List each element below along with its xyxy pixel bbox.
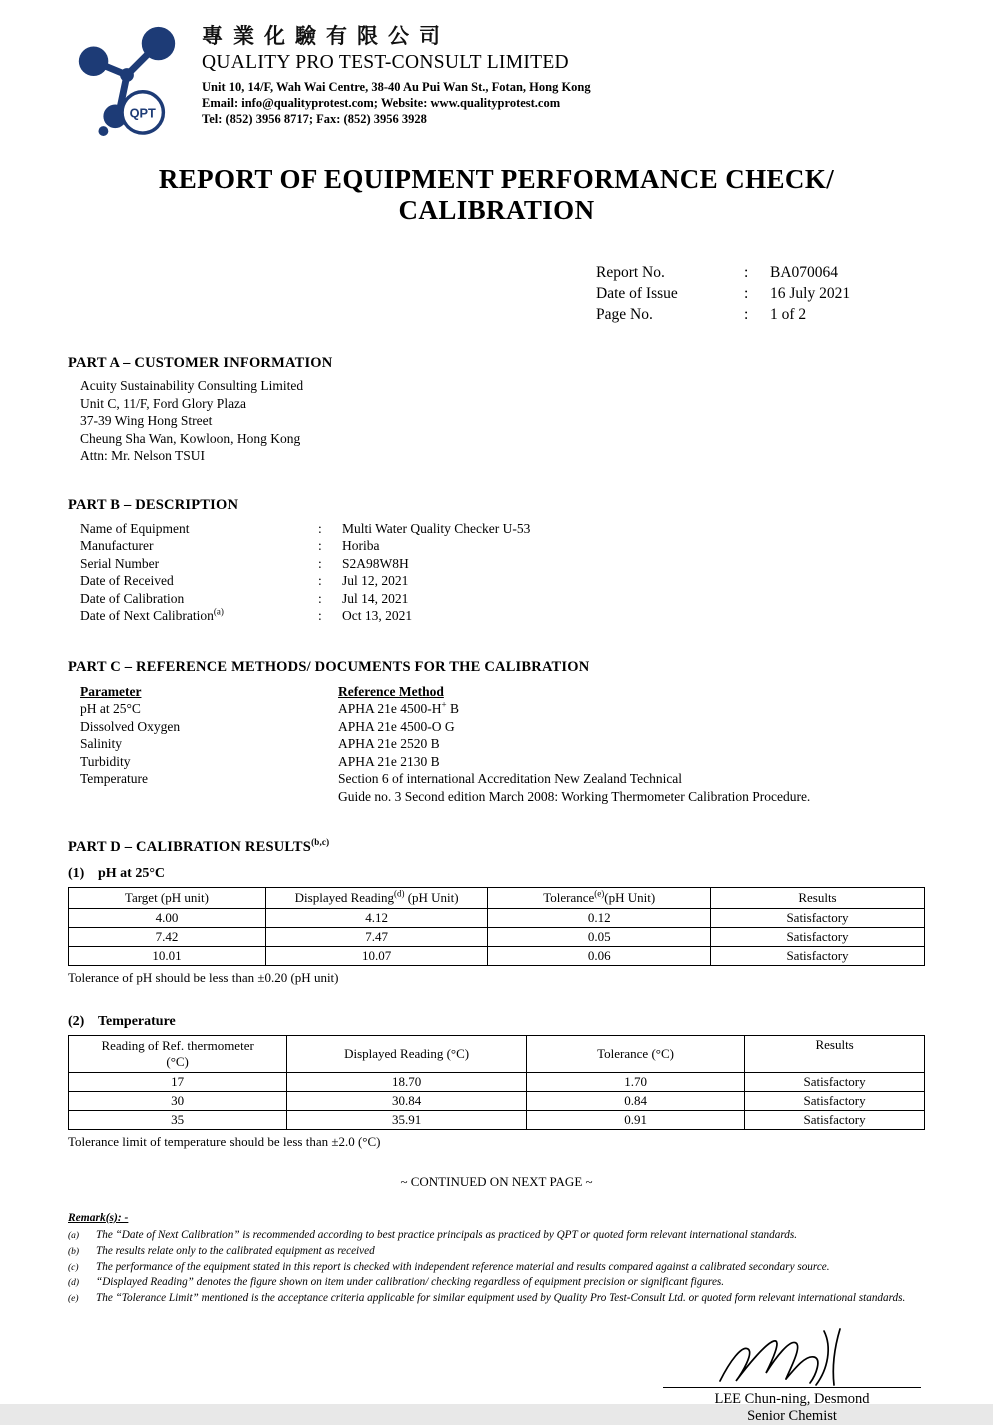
remark-text: The performance of the equipment stated in this report is checked with independent reference material and results compared against a calibrated secondary source. — [96, 1260, 830, 1273]
field-label: Manufacturer — [80, 538, 154, 553]
table-cell: Satisfactory — [745, 1111, 925, 1130]
field-label: Serial Number — [80, 555, 160, 571]
method: APHA 21e 2130 B — [338, 753, 440, 769]
report-no-label: Report No. — [596, 264, 665, 281]
target-col-header: Target (pH unit) — [69, 888, 266, 909]
date-next-calibration-row — [80, 607, 925, 625]
method-header: Reference Method — [338, 683, 444, 699]
temperature-table-caption: (2) Temperature — [68, 1014, 176, 1029]
colon: : — [744, 306, 749, 323]
table-row — [69, 947, 925, 966]
company-name-zh: 專業化驗有限公司 — [202, 24, 450, 48]
company-tel-fax: Tel: (852) 3956 8717; Fax: (852) 3956 3928 — [202, 112, 427, 126]
colon: : — [318, 590, 322, 606]
remark-tag: (b) — [68, 1246, 80, 1257]
table-header-row — [69, 888, 925, 909]
table-row — [69, 909, 925, 928]
field-value: S2A98W8H — [342, 555, 409, 571]
parameter: pH at 25°C — [80, 701, 141, 716]
date-of-issue-label: Date of Issue — [596, 285, 678, 302]
part-b-section — [68, 497, 925, 625]
molecule-node-icon — [79, 47, 109, 77]
table-row — [69, 1092, 925, 1111]
signature-block — [663, 1325, 921, 1425]
results-col-header: Results — [710, 888, 924, 909]
remark-text: The results relate only to the calibrated equipment as received — [96, 1244, 375, 1257]
table-cell: 30.84 — [287, 1092, 527, 1111]
molecule-node-icon — [98, 126, 108, 136]
remarks-section — [68, 1212, 925, 1307]
part-a-heading: PART A – CUSTOMER INFORMATION — [68, 355, 333, 371]
displayed-reading-col-header: Displayed Reading (°C) — [287, 1036, 527, 1073]
part-d-heading: PART D – CALIBRATION RESULTS$^{(b,c)}$ — [68, 837, 330, 855]
company-email-website: Email: info@qualityprotest.com; Website: www.qualityprotest.com — [202, 96, 561, 110]
colon: : — [318, 520, 322, 536]
table-cell: 0.05 — [488, 928, 711, 947]
reference-row — [80, 753, 925, 771]
manufacturer-row — [80, 537, 925, 555]
molecule-node-icon — [142, 27, 175, 60]
table-cell: 1.70 — [526, 1073, 744, 1092]
table-row — [69, 928, 925, 947]
table-cell: 0.06 — [488, 947, 711, 966]
ph-tolerance-note: Tolerance of pH should be less than ±0.20 (pH unit) — [68, 970, 339, 985]
remark-item — [68, 1244, 925, 1260]
temperature-results-table — [68, 1035, 925, 1130]
signature-icon — [712, 1325, 872, 1395]
ph-table-caption: (1) pH at 25°C — [68, 866, 166, 881]
remark-item — [68, 1228, 925, 1244]
field-value: Jul 14, 2021 — [342, 590, 409, 606]
page-no-row — [596, 304, 925, 325]
signatory-title: Senior Chemist — [747, 1407, 837, 1424]
colon: : — [744, 285, 749, 302]
table-cell: Satisfactory — [710, 947, 924, 966]
parameter-header: Parameter — [80, 683, 142, 699]
date-of-issue-row — [596, 283, 925, 304]
report-info — [596, 262, 925, 325]
ref-thermometer-col-header: Reading of Ref. thermometer (°C) — [69, 1036, 287, 1073]
remark-tag: (d) — [68, 1278, 80, 1289]
field-value: Horiba — [342, 538, 380, 553]
company-address: Unit 10, 14/F, Wah Wai Centre, 38-40 Au Pui Wan St., Fotan, Hong Kong — [202, 80, 591, 94]
parameter: Dissolved Oxygen — [80, 718, 181, 734]
customer-attn-line: Attn: Mr. Nelson TSUI — [80, 448, 206, 463]
displayed-reading-col-header: Displayed Reading$^{(d)}$ (pH Unit) — [265, 888, 488, 909]
table-cell: 0.84 — [526, 1092, 744, 1111]
table-row — [69, 1073, 925, 1092]
field-value: Jul 12, 2021 — [342, 573, 409, 588]
remark-text: The “Date of Next Calibration” is recommended according to best practice principals as practiced by QPT or quoted form relevant international standards. — [96, 1229, 798, 1241]
qpt-logo — [68, 14, 186, 138]
reference-header-row — [80, 683, 925, 701]
method: APHA 21e 2520 B — [338, 736, 440, 751]
table-cell: 0.91 — [526, 1111, 744, 1130]
remark-tag: (a) — [68, 1231, 80, 1241]
table-cell: 10.07 — [265, 947, 488, 966]
table-cell: 7.47 — [265, 928, 488, 947]
tolerance-col-header: Tolerance (°C) — [526, 1036, 744, 1073]
reference-row — [80, 718, 925, 736]
table-header-row — [69, 1036, 925, 1073]
page-no-label: Page No. — [596, 306, 653, 323]
tolerance-col-header: Tolerance$^{(e)}$(pH Unit) — [488, 888, 711, 909]
field-label: Date of Received — [80, 573, 174, 588]
table-cell: 30 — [69, 1092, 287, 1111]
remark-tag: (c) — [68, 1262, 79, 1273]
part-c-heading: PART C – REFERENCE METHODS/ DOCUMENTS FOR THE CALIBRATION — [68, 658, 590, 675]
part-c-section — [68, 659, 925, 806]
equipment-description — [80, 520, 925, 625]
field-label: Name of Equipment — [80, 520, 190, 536]
qpt-badge-label: QPT — [129, 105, 156, 121]
serial-number-row — [80, 555, 925, 573]
part-a-section — [68, 355, 925, 465]
table-cell: 4.12 — [265, 909, 488, 928]
table-cell: 10.01 — [69, 947, 266, 966]
reference-methods — [80, 683, 925, 806]
customer-line: Cheung Sha Wan, Kowloon, Hong Kong — [80, 430, 301, 446]
table-cell: 35.91 — [287, 1111, 527, 1130]
parameter: Temperature — [80, 771, 149, 786]
table-cell: 35 — [69, 1111, 287, 1130]
date-calibration-row — [80, 590, 925, 608]
parameter: Salinity — [80, 736, 123, 751]
field-label: Date of Next Calibration$^{(a)}$ — [80, 606, 224, 623]
reference-row — [80, 735, 925, 753]
molecule-node-icon — [120, 68, 134, 82]
ph-results-table — [68, 887, 925, 966]
date-received-row — [80, 572, 925, 590]
reference-row — [80, 700, 925, 718]
letterhead — [68, 14, 925, 138]
report-no-value: BA070064 — [770, 264, 839, 281]
table-cell: 4.00 — [69, 909, 266, 928]
reference-row — [80, 770, 925, 805]
table-cell: 0.12 — [488, 909, 711, 928]
results-col-header: Results — [745, 1036, 925, 1073]
field-value: Multi Water Quality Checker U-53 — [342, 520, 531, 536]
remark-text: The “Tolerance Limit” mentioned is the acceptance criteria applicable for similar equipment used by Quality Pro Test-Consult Ltd. or quoted form relevant international standards. — [96, 1292, 906, 1305]
table-cell: Satisfactory — [745, 1073, 925, 1092]
field-value: Oct 13, 2021 — [342, 608, 413, 623]
report-title: REPORT OF EQUIPMENT PERFORMANCE CHECK/ CALIBRATION — [158, 164, 835, 225]
remark-item — [68, 1275, 925, 1291]
colon: : — [318, 608, 322, 623]
colon: : — [318, 538, 322, 553]
signature-line — [663, 1387, 921, 1388]
page-no-value: 1 of 2 — [770, 306, 807, 323]
remark-tag: (e) — [68, 1294, 79, 1305]
table-cell: Satisfactory — [710, 909, 924, 928]
remarks-heading: Remark(s): - — [68, 1212, 129, 1224]
equipment-name-row — [80, 520, 925, 538]
colon: : — [744, 264, 749, 281]
table-cell: Satisfactory — [710, 928, 924, 947]
method: APHA 21e 4500-O G — [338, 718, 455, 734]
temperature-tolerance-note: Tolerance limit of temperature should be less than ±2.0 (°C) — [68, 1134, 381, 1149]
field-label: Date of Calibration — [80, 590, 185, 606]
colon: : — [318, 573, 322, 588]
customer-address-block — [80, 377, 925, 465]
customer-line: Acuity Sustainability Consulting Limited — [80, 378, 304, 393]
customer-line: Unit C, 11/F, Ford Glory Plaza — [80, 395, 247, 411]
remark-text: “Displayed Reading” denotes the figure shown on item under calibration/ checking regardless of equipment precision or significant figures. — [96, 1276, 725, 1289]
customer-line: 37-39 Wing Hong Street — [80, 413, 213, 428]
part-b-heading: PART B – DESCRIPTION — [68, 496, 239, 513]
colon: : — [318, 555, 322, 571]
parameter: Turbidity — [80, 753, 131, 769]
date-of-issue-value: 16 July 2021 — [770, 285, 851, 302]
part-d-section — [68, 839, 925, 1150]
method: Section 6 of international Accreditation New Zealand Technical Guide no. 3 Second edition March 2008: Working Thermometer Calibration Procedure. — [338, 771, 811, 804]
table-cell: Satisfactory — [745, 1092, 925, 1111]
signatory-name: LEE Chun-ning, Desmond — [714, 1390, 870, 1407]
remark-item — [68, 1291, 925, 1307]
continued-on-next-page: ~ CONTINUED ON NEXT PAGE ~ — [400, 1174, 593, 1189]
table-row — [69, 1111, 925, 1130]
table-cell: 18.70 — [287, 1073, 527, 1092]
table-cell: 17 — [69, 1073, 287, 1092]
table-cell: 7.42 — [69, 928, 266, 947]
letterhead-text — [202, 14, 591, 127]
company-name-en: QUALITY PRO TEST-CONSULT LIMITED — [202, 52, 569, 73]
remark-item — [68, 1260, 925, 1276]
report-no-row — [596, 262, 925, 283]
method: APHA 21e 4500-H+ B — [338, 699, 459, 716]
